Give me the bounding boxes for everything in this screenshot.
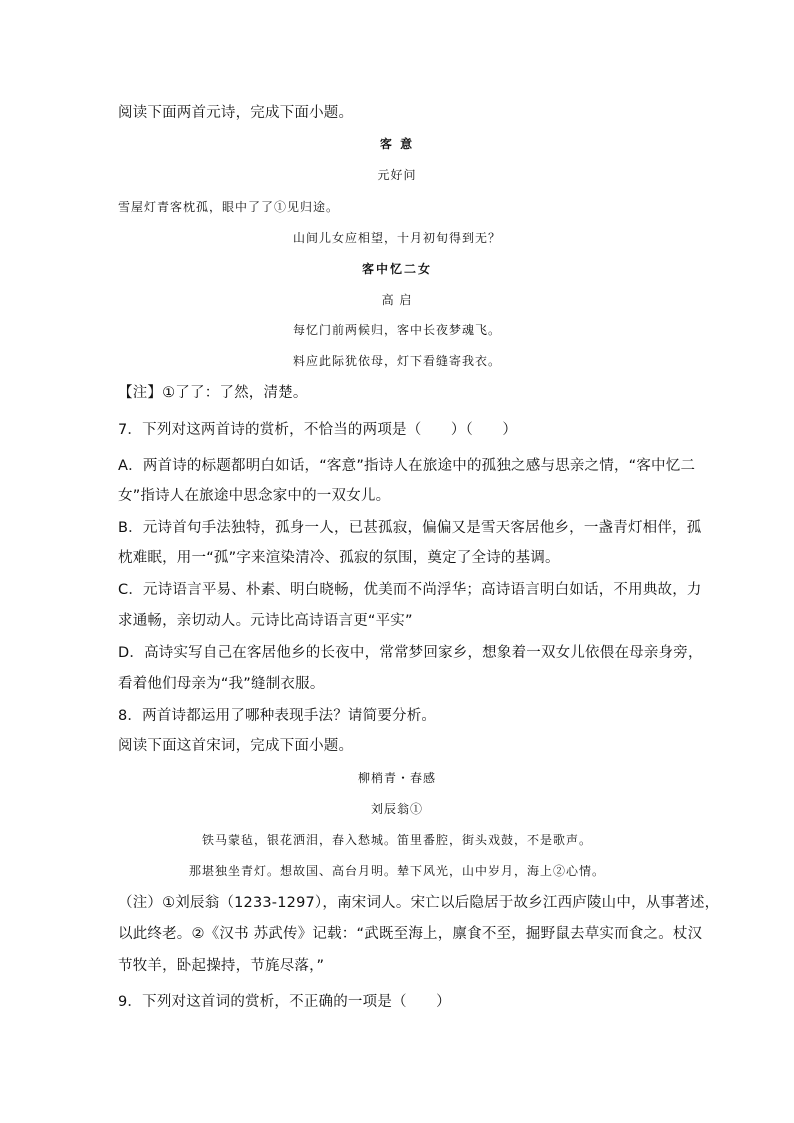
poem2-line-1: 每忆门前两候归，客中长夜梦魂飞。 bbox=[292, 323, 501, 337]
q7-option-c-line-2: 求通畅，亲切动人。元诗比高诗语言更“平实” bbox=[118, 613, 413, 629]
poem2-author: 高 启 bbox=[381, 293, 413, 307]
q7-option-b-line-1: B．元诗首句手法独特，孤身一人，已甚孤寂，偏偏又是雪天客居他乡，一盏青灯相伴，孤 bbox=[118, 520, 702, 536]
q7-option-c-line-1: C．元诗语言平易、朴素、明白晓畅，优美而不尚浮华；高诗语言明白如话，不用典故，力 bbox=[118, 582, 702, 598]
question-8: 8．两首诗都运用了哪种表现手法？请简要分析。 bbox=[118, 708, 437, 724]
poem1-line-1: 雪屋灯青客枕孤，眼中了了①见归途。 bbox=[118, 200, 340, 214]
poem3-title: 柳梢青・春感 bbox=[357, 771, 436, 785]
poem3-author: 刘辰翁① bbox=[370, 802, 423, 816]
poem1-title: 客 意 bbox=[379, 137, 415, 151]
reading-instruction-song-ci: 阅读下面这首宋词，完成下面小题。 bbox=[118, 738, 354, 754]
question-7-stem: 7．下列对这两首诗的赏析，不恰当的两项是（ ）（ ） bbox=[118, 422, 518, 438]
annotation-2-line-2: 以此终老。②《汉书 苏武传》记载：“武既至海上，廪食不至，掘野鼠去草实而食之。杖汉 bbox=[118, 926, 703, 942]
poem3-line-2: 那堪独坐青灯。想故国、高台月明。辇下风光，山中岁月，海上②心情。 bbox=[188, 864, 605, 878]
annotation-2-line-1: （注）①刘辰翁（1233-1297），南宋词人。宋亡以后隐居于故乡江西庐陵山中，从事著述， bbox=[118, 895, 720, 911]
annotation-2-line-3: 节牧羊，卧起操持，节旄尽落，” bbox=[118, 958, 325, 974]
poem1-author: 元好问 bbox=[377, 168, 417, 182]
poem1-line-2: 山间儿女应相望，十月初旬得到无？ bbox=[292, 231, 501, 245]
q7-option-d-line-1: D．高诗实写自己在客居他乡的长夜中，常常梦回家乡，想象着一双女儿依偎在母亲身旁， bbox=[118, 645, 703, 661]
poem3-line-1: 铁马蒙毡，银花洒泪，春入愁城。笛里番腔，街头戏鼓，不是歌声。 bbox=[201, 833, 592, 847]
reading-instruction-yuan-poems: 阅读下面两首元诗，完成下面小题。 bbox=[118, 105, 354, 121]
q7-option-b-line-2: 枕难眠，用一“孤”字来渲染清冷、孤寂的氛围，奠定了全诗的基调。 bbox=[118, 550, 560, 566]
q7-option-a-line-1: A．两首诗的标题都明白如话，“客意”指诗人在旅途中的孤独之感与思亲之情，“客中忆二 bbox=[118, 458, 696, 474]
poem2-title: 客中忆二女 bbox=[361, 262, 432, 276]
q7-option-a-line-2: 女”指诗人在旅途中思念家中的一双女儿。 bbox=[118, 488, 391, 504]
poem2-line-2: 料应此际犹依母，灯下看缝寄我衣。 bbox=[292, 354, 501, 368]
annotation-1: 【注】①了了：了然，清楚。 bbox=[118, 385, 308, 401]
q7-option-d-line-2: 看着他们母亲为“我”缝制衣服。 bbox=[118, 676, 325, 692]
question-9-stem: 9．下列对这首词的赏析，不正确的一项是（ ） bbox=[118, 994, 451, 1010]
